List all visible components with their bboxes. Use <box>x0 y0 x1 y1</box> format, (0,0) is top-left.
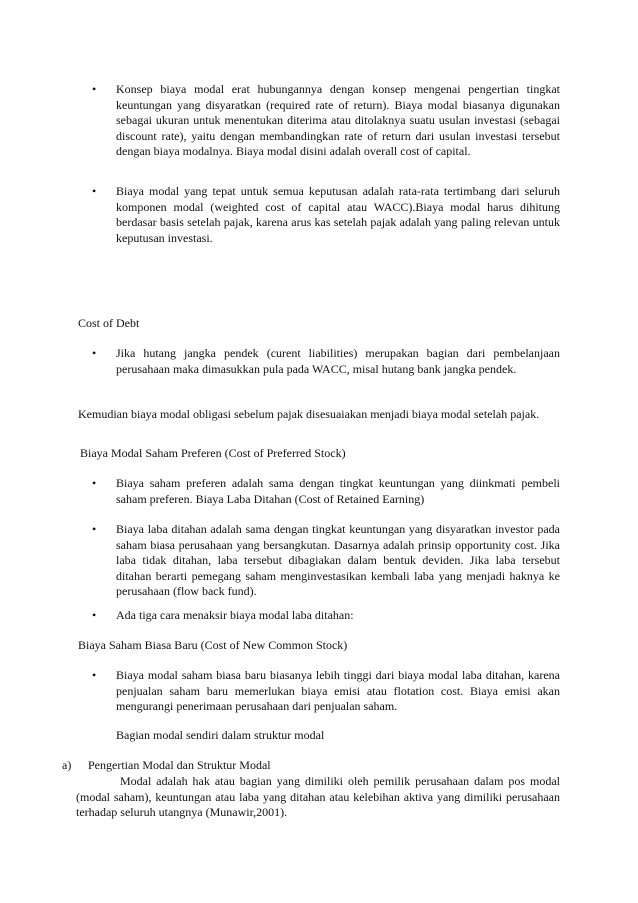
bullet-dot: • <box>92 184 97 198</box>
section-a-marker: a) <box>62 758 72 772</box>
bullet-text: Ada tiga cara menaksir biaya modal laba ditahan: <box>116 608 354 622</box>
new-common-stock-heading: Biaya Saham Biasa Baru (Cost of New Common Stock) <box>78 638 348 652</box>
bullet-dot: • <box>92 346 97 360</box>
bullet-cost-of-capital-concept <box>92 82 560 160</box>
bullet-dot: • <box>92 82 97 96</box>
obligasi-paragraph: Kemudian biaya modal obligasi sebelum pajak disesuaiakan menjadi biaya modal setelah pajak. <box>78 407 540 421</box>
bullet-short-term-debt <box>92 346 560 377</box>
bullet-dot: • <box>92 522 97 536</box>
bullet-preferred-stock <box>92 476 560 507</box>
bagian-modal-line: Bagian modal sendiri dalam struktur modal <box>116 728 325 742</box>
bullet-three-ways <box>92 608 560 624</box>
bullet-text: Jika hutang jangka pendek (curent liabilities) merupakan bagian dari pembelanjaan perusahaan maka dimasukkan pula pada WACC, misal hutang bank jangka pendek. <box>116 346 560 376</box>
bullet-text: Biaya modal saham biasa baru biasanya lebih tinggi dari biaya modal laba ditahan, karena penjualan saham baru memerlukan biaya emisi atau flotation cost. Biaya emisi akan mengurangi penerimaan perusahaan dari penjualan saham. <box>116 668 560 713</box>
bullet-dot: • <box>92 476 97 490</box>
bullet-text: Biaya saham preferen adalah sama dengan tingkat keuntungan yang diinkmati pembeli saham preferen. Biaya Laba Ditahan (Cost of Retained Earning) <box>116 476 560 506</box>
bullet-retained-earning <box>92 522 560 600</box>
section-a-heading: Pengertian Modal dan Struktur Modal <box>88 758 271 772</box>
bullet-text: Biaya laba ditahan adalah sama dengan tingkat keuntungan yang disyaratkan investor pada saham biasa perusahaan yang bersangkutan. Dasarnya adalah prinsip opportunity cost. Jika laba tidak ditahan, laba tersebut dibagiakan dalam bentuk deviden. Jika laba tersebut ditahan berarti pemegang saham menginvestasikan kembali laba yang menjadi haknya ke perusahaan (flow back fund). <box>116 522 560 598</box>
cost-of-debt-heading: Cost of Debt <box>78 316 140 330</box>
section-a-paragraph: Modal adalah hak atau bagian yang dimiliki oleh pemilik perusahaan dalam pos modal (modal saham), keuntungan atau laba yang ditahan atau kelebihan aktiva yang dimiliki perusahaan terhadap seluruh utangnya (Munawir,2001). <box>76 774 560 819</box>
bullet-wacc <box>92 184 560 246</box>
preferred-stock-heading: Biaya Modal Saham Preferen (Cost of Preferred Stock) <box>80 446 346 460</box>
bullet-dot: • <box>92 608 97 622</box>
bullet-text: Konsep biaya modal erat hubungannya dengan konsep mengenai pengertian tingkat keuntungan yang disyaratkan (required rate of return). Biaya modal biasanya digunakan sebagai ukuran untuk menentukan diterima atau ditolaknya suatu usulan investasi (sebagai discount rate), yaitu dengan membandingkan rate of return dari usulan investasi tersebut dengan biaya modalnya. Biaya modal disini adalah overall cost of capital. <box>116 82 560 158</box>
bullet-new-common-stock <box>92 668 560 715</box>
bullet-text: Biaya modal yang tepat untuk semua keputusan adalah rata-rata tertimbang dari seluruh komponen modal (weighted cost of capital atau WACC).Biaya modal harus dihitung berdasar basis setelah pajak, karena arus kas setelah pajak adalah yang paling relevan untuk keputusan investasi. <box>116 184 560 245</box>
bullet-dot: • <box>92 668 97 682</box>
